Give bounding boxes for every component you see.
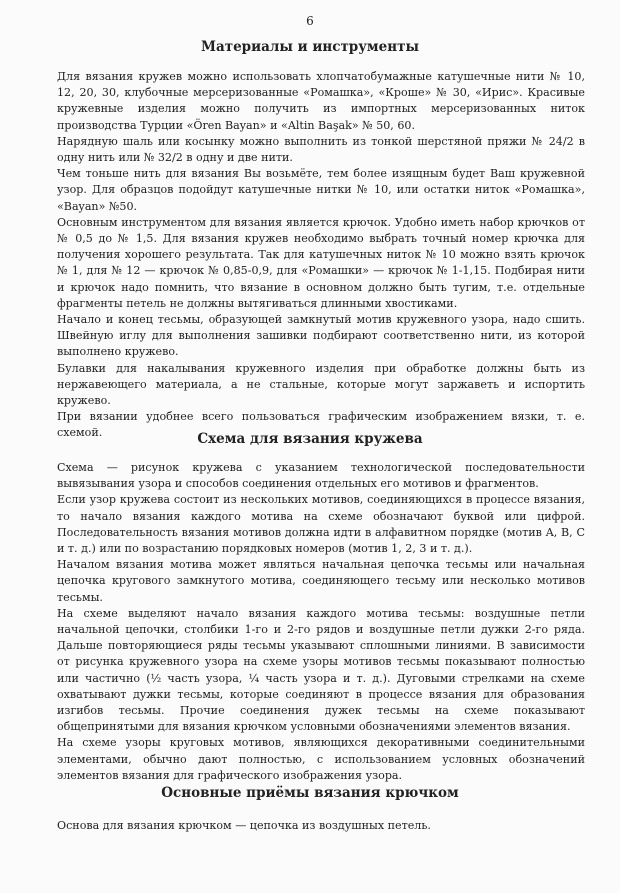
paragraph: Основа для вязания крючком — цепочка из воздушных петель.: [57, 819, 431, 832]
paragraph: Схема — рисунок кружева с указанием технологической последовательности вывязывания узора и способов соединения отдельных его мотивов и фрагментов.: [57, 461, 585, 491]
section-title-materials: Материалы и инструменты: [201, 39, 419, 55]
paragraph: Булавки для накалывания кружевного изделия при обработке должны быть из нержавеющего материала, а не стальные, которые могут заржаветь и испортить кружево.: [57, 361, 585, 408]
paragraph: Основным инструментом для вязания является крючок. Удобно иметь набор крючков от № 0,5 до № 1,5. Для вязания кружев необходимо выбрать точный номер крючка для получения хорошего результата. Так для катушечных ниток № 10 можно взять крючок № 1, для № 12 — крючок № 0,85-0,9, для «Ромашки» — крючок № 1-1,15. Подбирая нити и крючок надо помнить, что вязание в основном должно быть тугим, т.е. отдельные фрагменты петель не должны вытягиваться длинными хвостиками.: [57, 215, 585, 310]
section-body-materials: [57, 69, 585, 442]
paragraph: Для вязания кружев можно использовать хлопчатобумажные катушечные нити № 10, 12, 20, 30, клубочные мерсеризованные «Ромашка», «Кроше» № 30, «Ирис». Красивые кружевные изделия можно получить из импортных мерсеризованных ниток производства Турции «Ören Bayan» и «Altin Başak» № 50, 60.: [57, 70, 585, 132]
paragraph: Началом вязания мотива может являться начальная цепочка тесьмы или начальная цепочка кругового замкнутого мотива, соединяющего тесьму или несколько мотивов тесьмы.: [57, 558, 585, 604]
paragraph: Нарядную шаль или косынку можно выполнить из тонкой шерстяной пряжи № 24/2 в одну нить или № 32/2 в одну и две нити.: [57, 134, 585, 165]
paragraph: На схеме выделяют начало вязания каждого мотива тесьмы: воздушные петли начальной цепочки, столбики 1-го и 2-го рядов и воздушные петли дужки 2-го ряда. Дальше повторяющиеся ряды тесьмы указывают сплошными линиями. В зависимости от рисунка кружевного узора на схеме узоры мотивов тесьмы показывают полностью или частично (½ часть узора, ¼ часть узора и т. д.). Дуговыми стрелками на схеме охватывают дужки тесьмы, которые соединяют в процессе вязания для образования изгибов тесьмы. Прочие соединения дужек тесьмы на схеме показывают общепринятыми для вязания крючком условными обозначениями элементов вязания.: [57, 606, 585, 734]
section-body-scheme: [57, 460, 585, 784]
section-title-basic-techniques: Основные приёмы вязания крючком: [161, 785, 459, 801]
paragraph: Начало и конец тесьмы, образующей замкнутый мотив кружевного узора, надо сшить. Швейную иглу для выполнения зашивки подбирают соответственно нити, из которой выполнено кружево.: [57, 313, 585, 359]
paragraph: Чем тоньше нить для вязания Вы возьмёте, тем более изящным будет Ваш кружевной узор. Для образцов подойдут катушечные нитки № 10, или остатки ниток «Ромашка», «Bayan» №50.: [57, 167, 585, 213]
paragraph: На схеме узоры круговых мотивов, являющихся декоративными соединительными элементами, обычно дают полностью, с использованием условных обозначений элементов вязания для графического изображения узора.: [57, 736, 585, 782]
page-number: 6: [306, 14, 314, 28]
paragraph: Если узор кружева состоит из нескольких мотивов, соединяющихся в процессе вязания, то начало вязания каждого мотива на схеме обозначают буквой или цифрой. Последовательность вязания мотивов должна идти в алфавитном порядке (мотив A, B, C и т. д.) или по возрастанию порядковых номеров (мотив 1, 2, 3 и т. д.).: [57, 493, 585, 556]
paragraph: При вязании удобнее всего пользоваться графическим изображением вязки, т. е. схемой.: [57, 410, 585, 440]
section-body-basic-techniques: [57, 818, 585, 834]
section-title-scheme: Схема для вязания кружева: [197, 431, 423, 447]
